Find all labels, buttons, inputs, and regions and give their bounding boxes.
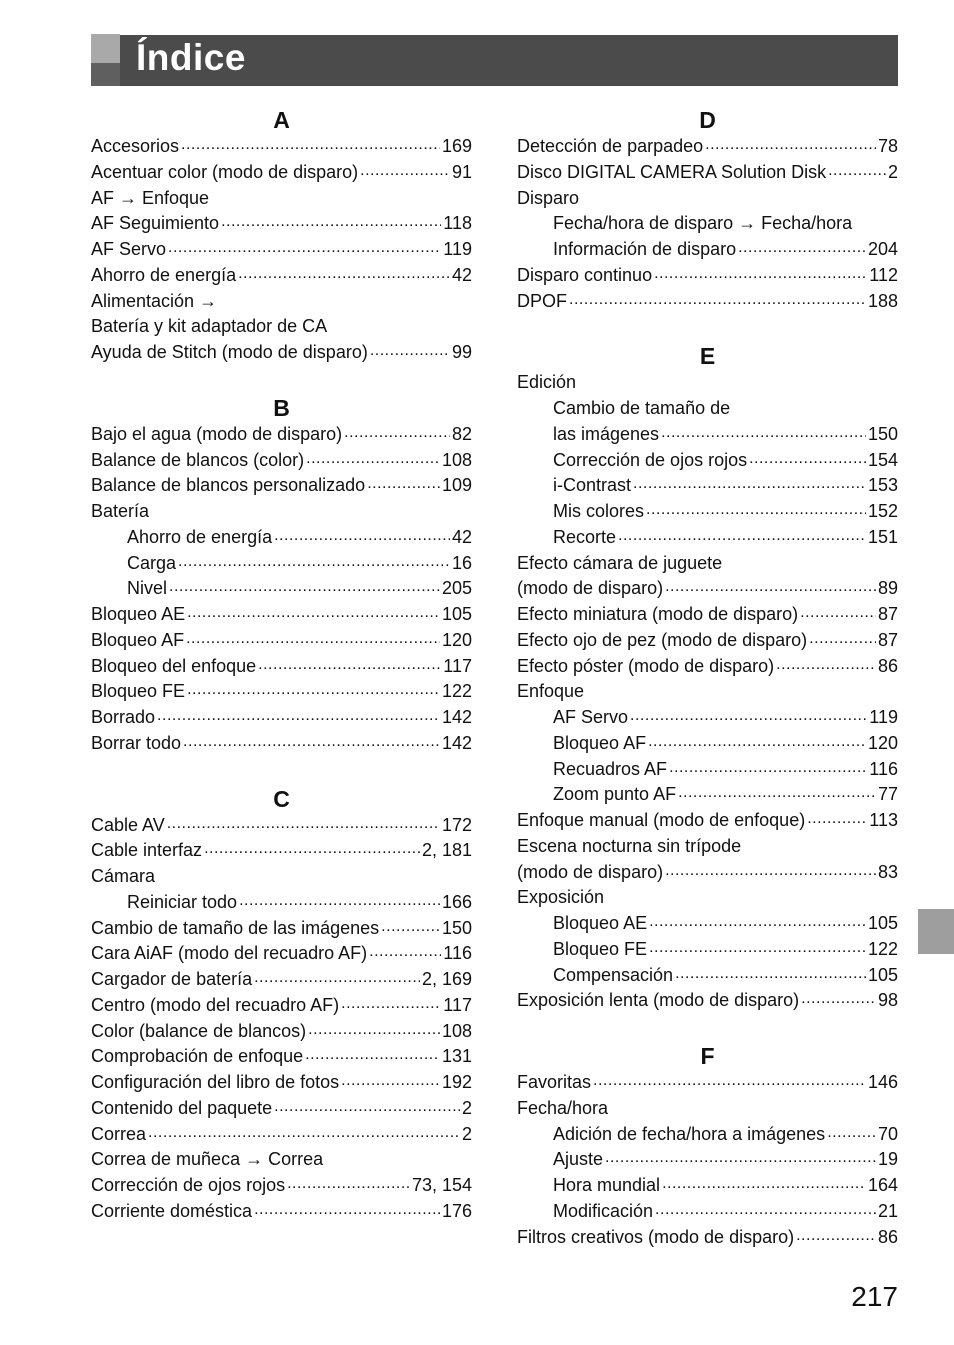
entry-page: 119 — [869, 707, 898, 727]
entry-label: Cara AiAF (modo del recuadro AF) — [91, 943, 368, 964]
entry-label: Detección de parpadeo — [517, 136, 704, 156]
section-letter: F — [700, 1043, 715, 1069]
entry-label: Escena nocturna sin trípode — [517, 835, 742, 856]
index-entry — [91, 211, 472, 237]
dot-leader — [569, 293, 866, 307]
index-entry — [91, 237, 472, 263]
entry-page: 205 — [441, 578, 472, 599]
entry-label: Comprobación de enfoque — [91, 1046, 304, 1067]
entry-page: 142 — [441, 732, 472, 753]
index-entry — [91, 314, 472, 340]
index-entry — [91, 499, 472, 525]
entry-label: Cable AV — [91, 814, 165, 835]
entry-label: Efecto ojo de pez (modo de disparo) — [517, 629, 808, 650]
dot-leader — [381, 920, 440, 934]
dot-leader — [665, 580, 876, 594]
index-section-c — [91, 779, 472, 1225]
dot-leader — [669, 761, 867, 775]
index-column-right — [517, 100, 898, 1272]
entry-page: 154 — [867, 449, 898, 470]
index-entry — [517, 602, 898, 628]
index-entry — [91, 1019, 472, 1045]
entry-label: Cambio de tamaño de — [553, 398, 731, 418]
entry-label: Bajo el agua (modo de disparo) — [91, 423, 343, 444]
entry-label: Zoom punto AF — [553, 784, 677, 805]
entry-label: Cámara — [91, 866, 156, 886]
entry-page: 151 — [867, 526, 898, 547]
index-entry — [517, 988, 898, 1014]
dot-leader — [360, 164, 450, 178]
index-entry — [517, 808, 898, 834]
entry-label: Balance de blancos (color) — [91, 449, 305, 470]
header-square-dark — [91, 63, 120, 86]
entry-label: Carga — [127, 552, 177, 573]
index-entry — [91, 602, 472, 628]
entry-page: 113 — [869, 810, 898, 830]
entry-page: 150 — [441, 917, 472, 938]
entry-page: 164 — [867, 1175, 898, 1195]
entry-label: Mis colores — [553, 501, 645, 521]
page-number: 217 — [851, 1281, 898, 1312]
index-entry — [91, 890, 472, 916]
entry-label: Ahorro de energía — [127, 526, 273, 547]
index-entry — [91, 1044, 472, 1070]
entry-label: Efecto póster (modo de disparo) — [517, 655, 775, 676]
entry-page: 42 — [451, 264, 472, 285]
entry-page: 142 — [441, 707, 472, 727]
dot-leader — [305, 1048, 440, 1062]
entry-label: Centro (modo del recuadro AF) — [91, 994, 340, 1015]
dot-leader — [665, 864, 876, 878]
entry-page: 83 — [877, 861, 898, 882]
entry-page: 87 — [877, 604, 898, 624]
entry-label: i-Contrast — [553, 475, 632, 496]
entry-page: 117 — [443, 994, 472, 1015]
entry-label: Corrección de ojos rojos — [553, 449, 748, 470]
index-entry — [91, 1199, 472, 1225]
dot-leader — [661, 426, 866, 440]
index-entry — [517, 576, 898, 602]
entry-label: Batería — [91, 501, 150, 521]
dot-leader — [662, 1177, 866, 1191]
entry-page: 116 — [443, 943, 472, 964]
entry-label: Cable interfaz — [91, 840, 203, 861]
index-entry — [517, 860, 898, 886]
index-entry — [517, 1147, 898, 1173]
dot-leader — [776, 658, 876, 672]
dot-leader — [308, 1023, 440, 1037]
entry-label: Bloqueo AE — [553, 913, 648, 933]
dot-leader — [167, 817, 440, 831]
entry-label: AF Servo — [91, 239, 167, 259]
dot-leader — [828, 164, 886, 178]
dot-leader — [341, 997, 441, 1011]
entry-page: 120 — [441, 629, 472, 650]
dot-leader — [738, 241, 866, 255]
entry-page: 146 — [867, 1072, 898, 1092]
index-entry — [91, 525, 472, 551]
index-entry — [517, 654, 898, 680]
entry-label: Correa de muñeca → Correa — [91, 1149, 324, 1170]
entry-label: Compensación — [553, 964, 674, 985]
index-entry — [517, 263, 898, 289]
entry-page: 122 — [441, 681, 472, 702]
index-entry — [91, 289, 472, 315]
entry-label: Favoritas — [517, 1072, 592, 1092]
entry-page: 188 — [867, 290, 898, 311]
entry-label: Adición de fecha/hora a imágenes — [553, 1123, 826, 1144]
section-tab — [918, 909, 954, 954]
dot-leader — [183, 735, 440, 749]
section-letter: A — [273, 107, 290, 133]
dot-leader — [796, 1229, 876, 1243]
index-entry — [517, 396, 898, 422]
entry-label: Fecha/hora — [517, 1097, 609, 1118]
entry-page: 153 — [867, 475, 898, 496]
index-entry — [91, 1096, 472, 1122]
entry-label: Accesorios — [91, 136, 180, 156]
entry-label: Disparo continuo — [517, 264, 653, 285]
index-section-b — [91, 388, 472, 757]
dot-leader — [648, 735, 866, 749]
entry-page: 99 — [451, 342, 472, 362]
entry-page: 86 — [877, 1226, 898, 1247]
index-entry — [91, 705, 472, 731]
dot-leader — [254, 971, 420, 985]
entry-label: (modo de disparo) — [517, 861, 664, 882]
index-entry — [517, 1122, 898, 1148]
index-entry — [517, 289, 898, 315]
dot-leader — [186, 632, 440, 646]
entry-page: 166 — [441, 891, 472, 912]
index-section-d — [517, 100, 898, 314]
dot-leader — [341, 1074, 440, 1088]
dot-leader — [593, 1074, 866, 1088]
index-entry — [91, 1122, 472, 1148]
entry-page: 105 — [867, 964, 898, 985]
entry-page: 42 — [451, 526, 472, 547]
index-entry — [517, 1096, 898, 1122]
dot-leader — [801, 992, 876, 1006]
entry-page: 21 — [877, 1200, 898, 1221]
index-entry — [91, 1147, 472, 1173]
entry-page: 105 — [441, 604, 472, 624]
dot-leader — [274, 529, 450, 543]
dot-leader — [630, 709, 867, 723]
entry-label: DPOF — [517, 290, 568, 311]
entry-label: AF → Enfoque — [91, 187, 210, 208]
dot-leader — [238, 267, 450, 281]
index-entry — [517, 782, 898, 808]
entry-page: 152 — [867, 501, 898, 521]
entry-page: 192 — [441, 1072, 472, 1092]
index-entry — [91, 263, 472, 289]
dot-leader — [809, 632, 876, 646]
index-entry — [517, 237, 898, 263]
entry-label: Borrado — [91, 707, 156, 727]
entry-page: 112 — [869, 264, 898, 285]
index-entry — [91, 340, 472, 366]
entry-label: Enfoque manual (modo de enfoque) — [517, 810, 806, 830]
entry-label: Alimentación → — [91, 290, 218, 311]
dot-leader — [274, 1100, 460, 1114]
index-entry — [91, 967, 472, 993]
dot-leader — [807, 812, 867, 826]
index-entry — [517, 1173, 898, 1199]
index-entry — [517, 911, 898, 937]
index-entry — [517, 499, 898, 525]
index-entry — [517, 211, 898, 237]
entry-label: Hora mundial — [553, 1175, 661, 1195]
index-entry — [517, 834, 898, 860]
entry-label: Reiniciar todo — [127, 891, 238, 912]
index-entry — [517, 757, 898, 783]
entry-label: Bloqueo AF — [91, 629, 185, 650]
index-entry — [517, 963, 898, 989]
index-entry — [91, 576, 472, 602]
index-entry — [91, 993, 472, 1019]
entry-page: 73, 154 — [411, 1175, 472, 1195]
entry-page: 176 — [441, 1200, 472, 1221]
entry-page: 77 — [877, 784, 898, 805]
dot-leader — [181, 138, 440, 152]
index-entry — [517, 1225, 898, 1251]
index-section-a — [91, 100, 472, 366]
dot-leader — [370, 344, 450, 358]
dot-leader — [800, 606, 876, 620]
entry-page: 108 — [441, 1020, 472, 1041]
entry-page: 105 — [867, 913, 898, 933]
entry-label: Bloqueo FE — [553, 938, 648, 959]
index-entry — [517, 160, 898, 186]
entry-page: 172 — [441, 814, 472, 835]
entry-page: 119 — [443, 239, 472, 259]
dot-leader — [827, 1126, 876, 1140]
index-entry — [517, 551, 898, 577]
page-title: Índice — [136, 37, 246, 78]
dot-leader — [221, 215, 441, 229]
dot-leader — [367, 477, 440, 491]
entry-label: Efecto miniatura (modo de disparo) — [517, 604, 799, 624]
entry-label: Cargador de batería — [91, 969, 253, 989]
dot-leader — [306, 452, 440, 466]
index-entry — [517, 370, 898, 396]
dot-leader — [705, 138, 876, 152]
entry-label: Recorte — [553, 526, 617, 547]
dot-leader — [633, 477, 866, 491]
header-square-light — [91, 34, 120, 63]
entry-label: Ajuste — [553, 1149, 604, 1170]
entry-label: Modificación — [553, 1200, 654, 1221]
entry-label: Exposición — [517, 887, 605, 908]
index-entry — [91, 448, 472, 474]
entry-page: 204 — [867, 239, 898, 259]
dot-leader — [187, 683, 440, 697]
entry-label: Configuración del libro de fotos — [91, 1072, 340, 1092]
dot-leader — [749, 452, 866, 466]
index-entry — [517, 186, 898, 212]
index-entry — [517, 679, 898, 705]
entry-label: Edición — [517, 372, 577, 393]
index-section-e — [517, 336, 898, 1014]
index-entry — [91, 1173, 472, 1199]
entry-page: 70 — [877, 1123, 898, 1144]
entry-label: las imágenes — [553, 423, 660, 444]
entry-page: 2 — [461, 1097, 472, 1118]
entry-label: Batería y kit adaptador de CA — [91, 316, 328, 337]
index-entry — [517, 134, 898, 160]
entry-page: 2 — [461, 1123, 472, 1144]
entry-page: 87 — [877, 629, 898, 650]
entry-label: Bloqueo AE — [91, 604, 186, 624]
entry-label: Bloqueo FE — [91, 681, 186, 702]
index-entry — [517, 705, 898, 731]
entry-label: Borrar todo — [91, 732, 182, 753]
index-entry — [91, 813, 472, 839]
dot-leader — [148, 1126, 460, 1140]
dot-leader — [655, 1203, 876, 1217]
dot-leader — [258, 658, 441, 672]
index-entry — [91, 916, 472, 942]
entry-page: 122 — [867, 938, 898, 959]
index-entry — [91, 731, 472, 757]
index-entry — [517, 628, 898, 654]
index-column-left — [91, 100, 472, 1247]
index-entry — [517, 937, 898, 963]
entry-label: Nivel — [127, 578, 168, 599]
entry-page: 86 — [877, 655, 898, 676]
entry-page: 19 — [877, 1149, 898, 1170]
dot-leader — [254, 1203, 440, 1217]
dot-leader — [675, 967, 866, 981]
index-entry — [91, 134, 472, 160]
entry-label: Corriente doméstica — [91, 1200, 253, 1221]
entry-label: Correa — [91, 1123, 147, 1144]
entry-label: Exposición lenta (modo de disparo) — [517, 990, 800, 1011]
section-letter: D — [699, 107, 716, 133]
entry-page: 131 — [441, 1046, 472, 1067]
dot-leader — [169, 580, 440, 594]
entry-label: Corrección de ojos rojos — [91, 1175, 286, 1195]
index-entry — [517, 448, 898, 474]
dot-leader — [618, 529, 866, 543]
entry-label: Información de disparo — [553, 239, 737, 259]
entry-page: 2, 169 — [421, 969, 472, 989]
index-entry — [517, 473, 898, 499]
entry-page: 16 — [451, 552, 472, 573]
section-letter: B — [273, 394, 290, 421]
index-entry — [517, 525, 898, 551]
entry-label: Ahorro de energía — [91, 264, 237, 285]
dot-leader — [178, 555, 450, 569]
index-entry — [91, 551, 472, 577]
entry-page: 118 — [443, 213, 472, 234]
index-entry — [91, 160, 472, 186]
entry-label: Cambio de tamaño de las imágenes — [91, 917, 380, 938]
dot-leader — [344, 426, 450, 440]
entry-label: Acentuar color (modo de disparo) — [91, 161, 359, 182]
index-entry — [517, 731, 898, 757]
entry-label: Contenido del paquete — [91, 1097, 273, 1118]
dot-leader — [168, 241, 441, 255]
entry-page: 117 — [443, 655, 472, 676]
dot-leader — [654, 267, 867, 281]
entry-page: 2, 181 — [421, 840, 472, 861]
index-entry — [91, 679, 472, 705]
dot-leader — [649, 915, 866, 929]
index-entry — [91, 186, 472, 212]
entry-page: 108 — [441, 449, 472, 470]
dot-leader — [369, 945, 441, 959]
index-entry — [517, 1199, 898, 1225]
entry-page: 82 — [451, 423, 472, 444]
dot-leader — [204, 842, 420, 856]
index-entry — [91, 654, 472, 680]
entry-label: AF Servo — [553, 707, 629, 727]
entry-label: AF Seguimiento — [91, 213, 220, 234]
entry-label: Ayuda de Stitch (modo de disparo) — [91, 342, 368, 362]
entry-page: 78 — [877, 136, 898, 156]
index-entry — [91, 628, 472, 654]
entry-page: 169 — [441, 136, 472, 156]
entry-page: 109 — [441, 475, 472, 496]
entry-page: 98 — [877, 990, 898, 1011]
dot-leader — [157, 709, 440, 723]
index-entry — [91, 473, 472, 499]
entry-label: Disparo — [517, 187, 580, 208]
dot-leader — [678, 786, 876, 800]
index-entry — [91, 422, 472, 448]
entry-page: 116 — [869, 758, 898, 779]
index-entry — [91, 941, 472, 967]
entry-page: 2 — [887, 161, 898, 182]
entry-page: 150 — [867, 423, 898, 444]
index-entry — [517, 422, 898, 448]
index-entry — [517, 1070, 898, 1096]
entry-label: (modo de disparo) — [517, 578, 664, 599]
entry-page: 120 — [867, 732, 898, 753]
dot-leader — [649, 941, 866, 955]
index-entry — [91, 864, 472, 890]
entry-label: Enfoque — [517, 681, 585, 702]
dot-leader — [287, 1177, 410, 1191]
dot-leader — [646, 503, 866, 517]
entry-label: Recuadros AF — [553, 758, 668, 779]
entry-page: 91 — [451, 161, 472, 182]
entry-label: Fecha/hora de disparo → Fecha/hora — [553, 213, 853, 234]
index-entry — [91, 1070, 472, 1096]
dot-leader — [605, 1151, 876, 1165]
entry-label: Balance de blancos personalizado — [91, 475, 366, 496]
index-section-f — [517, 1036, 898, 1250]
entry-label: Bloqueo del enfoque — [91, 655, 257, 676]
entry-page: 89 — [877, 578, 898, 599]
section-letter: E — [699, 343, 716, 370]
index-entry — [91, 838, 472, 864]
dot-leader — [239, 894, 440, 908]
entry-label: Color (balance de blancos) — [91, 1020, 307, 1041]
entry-label: Bloqueo AF — [553, 732, 647, 753]
index-entry — [517, 885, 898, 911]
section-letter: C — [273, 785, 290, 812]
entry-label: Filtros creativos (modo de disparo) — [517, 1226, 795, 1247]
entry-label: Efecto cámara de juguete — [517, 552, 723, 573]
dot-leader — [187, 606, 440, 620]
entry-label: Disco DIGITAL CAMERA Solution Disk — [517, 161, 827, 182]
